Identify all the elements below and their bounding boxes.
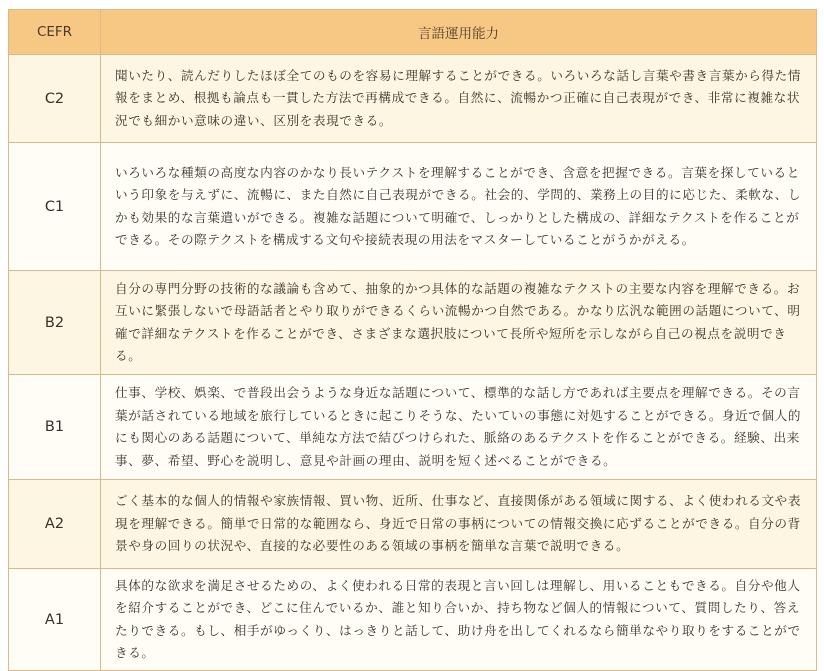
level-label: A1 — [9, 569, 101, 671]
level-description: 具体的な欲求を満足させるための、よく使われる日常的表現と言い回しは理解し、用いることもできる。自分や他人を紹介することができ、どこに住んでいるか、誰と知り合いか、持ち物など個人的情報について、質問したり、答えたりできる。もし、相手がゆっくり、はっきりと話して、助け舟を出してくれるなら簡単なやり取りをすることができる。 — [101, 569, 817, 671]
column-header-cefr: CEFR — [9, 10, 101, 55]
level-description: ごく基本的な個人的情報や家族情報、買い物、近所、仕事など、直接関係がある領域に関する、よく使われる文や表現を理解できる。簡単で日常的な範囲なら、身近で日常の事柄についての情報交換に応ずることができる。自分の背景や身の回りの状況や、直接的な必要性のある領域の事柄を簡単な言葉で説明できる。 — [101, 480, 817, 569]
table-header-row — [9, 10, 817, 55]
table-row-b1 — [9, 375, 817, 480]
level-description: 自分の専門分野の技術的な議論も含めて、抽象的かつ具体的な話題の複雑なテクストの主要な内容を理解できる。お互いに緊張しないで母語話者とやり取りができるくらい流暢かつ自然である。かなり広汎な範囲の話題について、明確で詳細なテクストを作ることができ、さまざまな選択肢について長所や短所を示しながら自己の視点を説明できる。 — [101, 271, 817, 375]
level-description: いろいろな種類の高度な内容のかなり長いテクストを理解することができ、含意を把握できる。言葉を探しているという印象を与えずに、流暢に、また自然に自己表現ができる。社会的、学問的、業務上の目的に応じた、柔軟な、しかも効果的な言葉遣いができる。複雑な話題について明確で、しっかりとした構成の、詳細なテクストを作ることができる。その際テクストを構成する文句や接続表現の用法をマスターしていることがうかがえる。 — [101, 143, 817, 271]
table-row-c2 — [9, 55, 817, 143]
table-row-a2 — [9, 480, 817, 569]
level-label: B1 — [9, 375, 101, 480]
column-header-ability: 言語運用能力 — [101, 10, 817, 55]
table-row-b2 — [9, 271, 817, 375]
table-row-c1 — [9, 143, 817, 271]
level-label: A2 — [9, 480, 101, 569]
level-description: 仕事、学校、娯楽、で普段出会うような身近な話題について、標準的な話し方であれば主要点を理解できる。その言葉が話されている地域を旅行しているときに起こりそうな、たいていの事態に対処することができる。身近で個人的にも関心のある話題について、単純な方法で結びつけられた、脈絡のあるテクストを作ることができる。経験、出来事、夢、希望、野心を説明し、意見や計画の理由、説明を短く述べることができる。 — [101, 375, 817, 480]
cefr-table — [8, 9, 817, 671]
level-label: C1 — [9, 143, 101, 271]
table-row-a1 — [9, 569, 817, 671]
level-label: B2 — [9, 271, 101, 375]
level-label: C2 — [9, 55, 101, 143]
level-description: 聞いたり、読んだりしたほぼ全てのものを容易に理解することができる。いろいろな話し言葉や書き言葉から得た情報をまとめ、根拠も論点も一貫した方法で再構成できる。自然に、流暢かつ正確に自己表現ができ、非常に複雑な状況でも細かい意味の違い、区別を表現できる。 — [101, 55, 817, 143]
